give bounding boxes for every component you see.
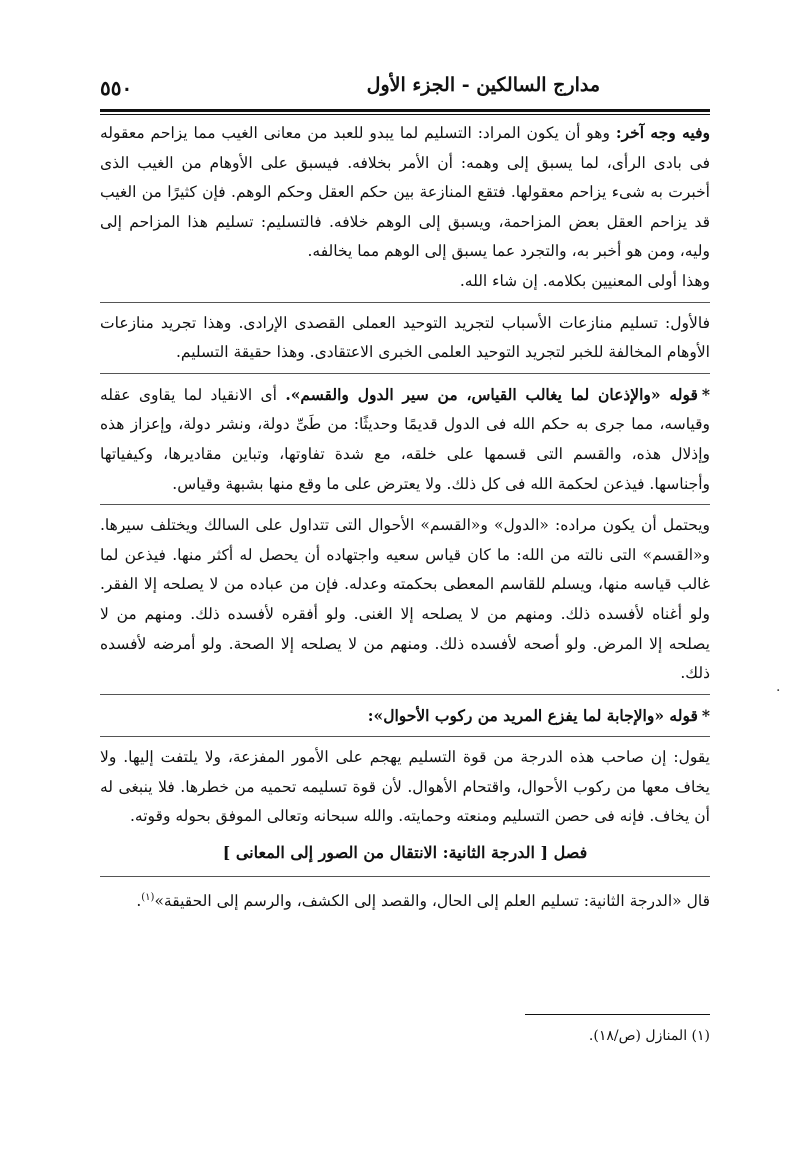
paragraph-divider (100, 504, 710, 505)
paragraph-divider (100, 302, 710, 303)
paragraph-body: وهو أن يكون المراد: التسليم لما يبدو للعبد من معانى الغيب مما يزاحم معقوله فى بادى الرأى، لما يسبق إلى وهمه: أن الأمر بخلافه. فيسبق على الأوهام من الغيب الذى أخبرت به شىء يزاحم معقولها. فتقع المنازعة بين حكم العقل وحكم الوهم. فإن كثيرًا من الغيب قد يزاحم العقل بعض المزاحمة، ويسبق إلى الوهم خلافه. فالتسليم: تسليم هذا المزاحم إلى وليه، ومن هو أخبر به، والتجرد عما يسبق إلى الوهم مما يخالفه. (100, 124, 710, 261)
paragraph-preferred-meaning (100, 267, 710, 297)
page-number: ٥٥٠ (100, 76, 133, 100)
paragraph-body: وهذا أولى المعنيين بكلامه. إن شاء الله. (459, 271, 710, 290)
quoted-statement: قوله «والإجابة لما يفزع المريد من ركوب الأحوال»: (367, 705, 698, 725)
paragraph-lead: وفيه وجه آخر: (615, 123, 710, 142)
quoted-statement: قوله «والإذعان لما يغالب القياس، من سير الدول والقسم». (285, 384, 698, 404)
page-header (100, 72, 710, 106)
header-rule-thick (100, 109, 710, 112)
sentence-end: . (136, 891, 142, 910)
running-title: مدارج السالكين - الجزء الأول (366, 74, 600, 96)
paragraph-divider (100, 876, 710, 877)
paragraph-response-quote (100, 701, 710, 732)
paragraph-submission-quote (100, 380, 710, 499)
asterisk-marker: * (701, 384, 710, 404)
paragraph-another-aspect (100, 118, 710, 267)
section-heading: فصل [ الدرجة الثانية: الانتقال من الصور إلى المعانى ] (222, 843, 588, 863)
paragraph-body: قال «الدرجة الثانية: تسليم العلم إلى الحال، والقصد إلى الكشف، والرسم إلى الحقيقة» (154, 891, 710, 910)
paragraph-body: فالأول: تسليم منازعات الأسباب لتجريد التوحيد العملى القصدى الإرادى. وهذا تجريد منازعات الأوهام المخالفة للخبر لتجريد التوحيد العلمى الخبرى الاعتقادى. وهذا حقيقة التسليم. (100, 313, 710, 362)
paragraph-explanation (100, 743, 710, 832)
paragraph-body: أى الانقياد لما يقاوى عقله وقياسه، مما جرى به حكم الله فى الدول قديمًا وحديثًا: من طَىِّ دولة، ونشر دولة، وإعزاز هذه وإذلال هذه، والقسم التى قسمها على خلقه، مع شدة تفاوتها، وتباين مقاديرها، وكيفياتها وأجناسها. فيذعن لحكمة الله فى كل ذلك. ولا يعترض على ما وقع منها بشبهة وقياس. (100, 385, 710, 493)
paragraph-second-degree (100, 883, 710, 917)
footnote-reference: (١) (141, 891, 155, 903)
paragraph-divider (100, 373, 710, 374)
body-text (100, 118, 710, 916)
footnote-rule (525, 1014, 710, 1015)
footnote: (١) المنازل (ص/١٨). (588, 1028, 710, 1044)
margin-mark: · (776, 683, 781, 699)
paragraph-first-meaning (100, 309, 710, 368)
paragraph-divider (100, 694, 710, 695)
paragraph-body: يقول: إن صاحب هذه الدرجة من قوة التسليم يهجم على الأمور المفزعة، ولا يلتفت إليها. ولا يخاف معها من ركوب الأحوال، واقتحام الأهوال. لأن قوة تسليمه تحميه من خطرها. فلا ينبغى له أن يخاف. فإنه فى حصن التسليم ومنعته وحمايته. والله سبحانه وتعالى الموفق بحوله وقوته. (100, 748, 710, 826)
header-rule-thin (100, 114, 710, 115)
paragraph-divider (100, 736, 710, 737)
paragraph-states-interpretation (100, 511, 710, 689)
paragraph-body: ويحتمل أن يكون مراده: «الدول» و«القسم» الأحوال التى تتداول على السالك ويختلف سيرها. و«القسم» التى نالته من الله: ما كان قياس سعيه واجتهاده أن يحصل له أكثر منها. فيذعن لما غالب قياسه منها، ويسلم للقاسم المعطى بحكمته وعدله. فإن من عباده من لا يصلحه إلا الفقر. ولو أغناه لأفسده ذلك. ومنهم من لا يصلحه إلا الغنى. ولو أفقره لأفسده ذلك. ومنهم من لا يصلحه إلا المرض. ولو أصحه لأفسده ذلك. ومنهم من لا يصلحه إلا الصحة. ولو أمرضه لأفسده ذلك. (100, 516, 710, 683)
asterisk-marker: * (701, 705, 710, 725)
